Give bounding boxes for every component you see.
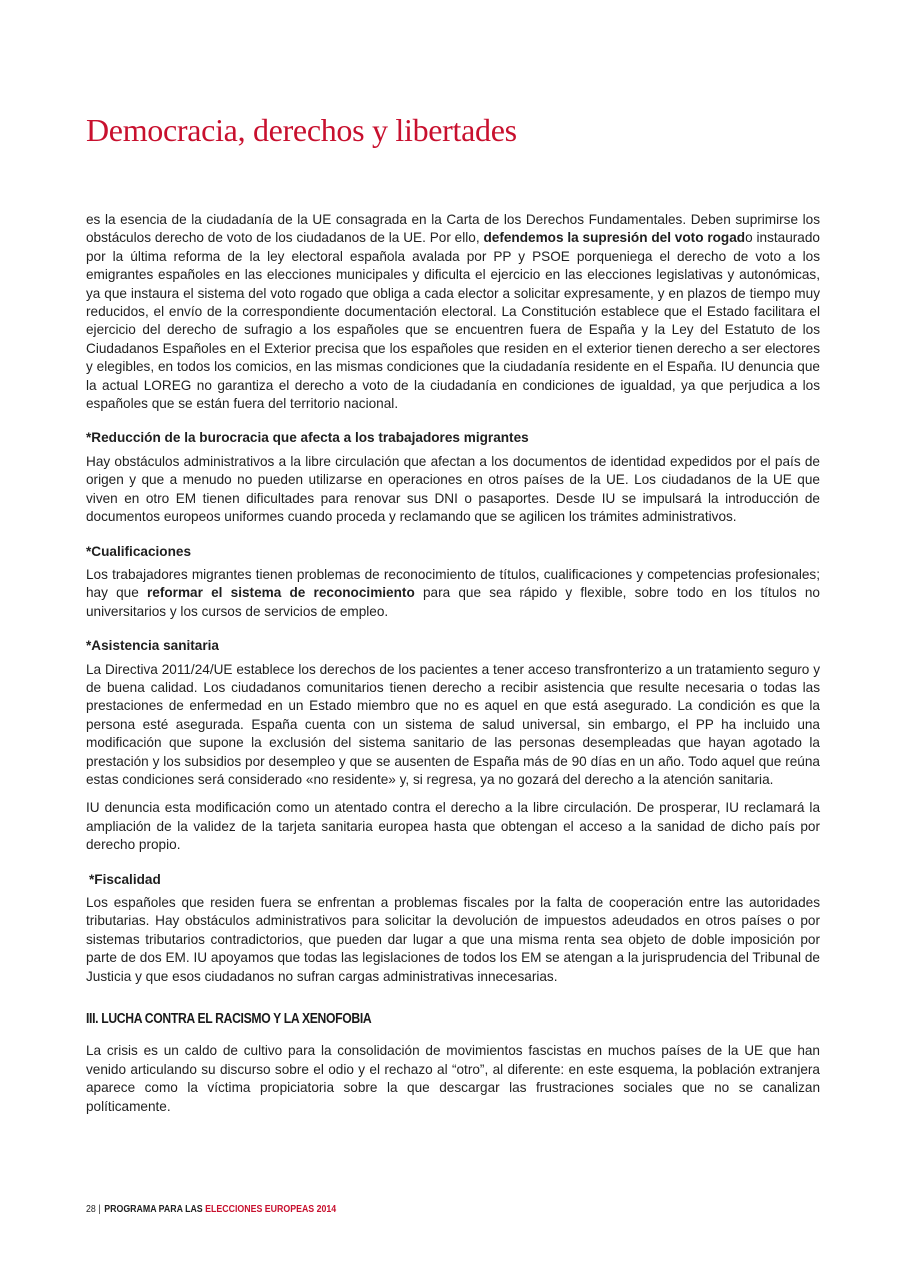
heading-asistencia-sanitaria: *Asistencia sanitaria bbox=[86, 638, 219, 654]
footer-separator: | bbox=[98, 1204, 101, 1215]
page-title: Democracia, derechos y libertades bbox=[86, 112, 517, 148]
intro-text-a: es la esencia de la ciudadanía de la UE consagrada en la Carta de los Derechos Fundamentales. Deben suprimirse los obstáculos derecho de voto de los ciudadanos de la UE. Por ello, bbox=[86, 212, 820, 246]
cualificaciones-bold-text: reformar el sistema de reconocimiento bbox=[147, 585, 415, 601]
racismo-paragraph: La crisis es un caldo de cultivo para la consolidación de movimientos fascistas en muchos países de la UE que han venido articulando su discurso sobre el odio y el rechazo al “otro”, al diferente: en este esquema, la población extranjera aparece como la víctima propiciatoria sobre la que descargar las frustraciones sociales que no se canalizan políticamente. bbox=[86, 1043, 820, 1114]
page-footer bbox=[86, 1204, 336, 1215]
footer-label: PROGRAMA PARA LAS bbox=[104, 1204, 206, 1215]
sanitaria-paragraph-1: La Directiva 2011/24/UE establece los derechos de los pacientes a tener acceso transfronterizo a un tratamiento seguro y de buena calidad. Los ciudadanos comunitarios tienen derecho a recibir asistencia que resulte necesaria o todas las prestaciones de enfermedad en un Estado miembro que no es aquel en que está asegurado. La condición es que la persona esté asegurada. España cuenta con un sistema de salud universal, sin embargo, el PP ha incluido una modificación que supone la exclusión del sistema sanitario de las personas desempleadas que hayan agotado la prestación y los subsidios por desempleo y que se ausenten de España más de 90 días en un año. Todo aquel que reúna estas condiciones será considerado «no residente» y, si regresa, ya no gozará del derecho a la atención sanitaria. bbox=[86, 661, 820, 787]
sanitaria-paragraph-2: IU denuncia esta modificación como un atentado contra el derecho a la libre circulación. De prosperar, IU reclamará la ampliación de la validez de la tarjeta sanitaria europea hasta que obtengan el acceso a la sanidad de dicho país por derecho propio. bbox=[86, 800, 820, 853]
fiscalidad-paragraph: Los españoles que residen fuera se enfrentan a problemas fiscales por la falta de cooperación entre las autoridades tributarias. Hay obstáculos administrativos para solicitar la devolución de impuestos adeudados en otros países o por sistemas tributarios contradictorios, que pueden dar lugar a que una misma renta sea objeto de doble imposición por parte de dos EM. IU apoyamos que todas las legislaciones de todos los EM se atengan a la jurisprudencia del Tribunal de Justicia y que esos ciudadanos no sufran cargas administrativas innecesarias. bbox=[86, 895, 820, 984]
intro-bold-text: defendemos la supresión del voto rogad bbox=[483, 230, 746, 246]
heading-cualificaciones: *Cualificaciones bbox=[86, 543, 192, 559]
cualificaciones-paragraph bbox=[86, 566, 820, 621]
footer-highlight: ELECCIONES EUROPEAS 2014 bbox=[205, 1204, 337, 1215]
heading-fiscalidad: *Fiscalidad bbox=[89, 871, 161, 887]
burocracia-paragraph: Hay obstáculos administrativos a la libre circulación que afectan a los documentos de identidad expedidos por el país de origen y que a menudo no pueden utilizarse en operaciones en otros países de la UE. Los ciudadanos de la UE que viven en otro EM tienen dificultades para renovar sus DNI o pasaportes. Desde IU se impulsará la introducción de documentos europeos uniformes cuando proceda y reclamando que se agilicen los trámites administrativos. bbox=[86, 453, 820, 525]
section-title-racismo: III. LUCHA CONTRA EL RACISMO Y LA XENOFOBIA bbox=[86, 1011, 372, 1028]
heading-burocracia: *Reducción de la burocracia que afecta a los trabajadores migrantes bbox=[86, 430, 529, 446]
page-number: 28 bbox=[86, 1204, 96, 1215]
intro-text-b: o instaurado por la última reforma de la ley electoral española avalada por PP y PSOE porqueniega el derecho de voto a los emigrantes españoles en las elecciones municipales y dificulta el ejercicio en las elecciones legislativas y autonómicas, ya que instaura el sistema del voto rogado que obliga a cada elector a solicitar expresamente, y en plazos de tiempo muy reducidos, el envío de la correspondiente documentación electoral. La Constitución establece que el Estado facilitara el ejercicio del derecho de sufragio a los españoles que se encuentren fuera de España y la Ley del Estatuto de los Ciudadanos Españoles en el Exterior precisa que los españoles que residen en el exterior tienen derecho a ser electores y elegibles, en todos los comicios, en las mismas condiciones que la ciudadanía residente en el España. IU denuncia que la actual LOREG no garantiza el derecho a voto de la ciudadanía en condiciones de igualdad, ya que perjudica a los españoles que se están fuera del territorio nacional. bbox=[86, 230, 820, 412]
cualificaciones-text-a: Los trabajadores migrantes tienen problemas de reconocimiento de títulos, cualificaciones y competencias profesionales; hay que bbox=[86, 566, 820, 601]
intro-paragraph bbox=[86, 211, 820, 413]
cualificaciones-text-b: para que sea rápido y flexible, sobre todo en los títulos no universitarios y los cursos de servicios de empleo. bbox=[86, 585, 820, 619]
document-body bbox=[86, 211, 820, 1116]
